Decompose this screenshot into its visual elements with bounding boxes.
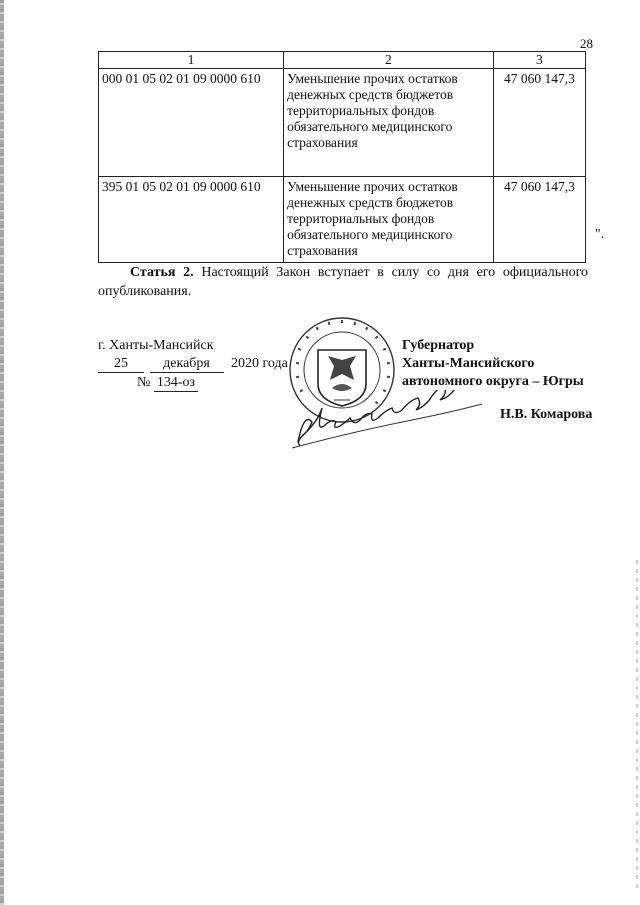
governor-title-line: Губернатор [402, 338, 475, 353]
governor-name: Н.В. Комарова [500, 407, 593, 422]
table-row [99, 177, 586, 263]
governor-title [402, 337, 584, 391]
governor-title-line: автономного округа – Югры [402, 374, 584, 389]
article-2 [98, 263, 588, 301]
law-number-value: 134-оз [154, 375, 198, 392]
handwritten-signature [290, 390, 490, 450]
row-description: Уменьшение прочих остатков денежных средств бюджетов территориальных фондов обязательного медицинского страхования [284, 69, 494, 177]
table-row [99, 69, 586, 177]
table-closing-mark: ". [595, 227, 605, 242]
row-amount: 47 060 147,3 [493, 69, 585, 177]
scan-edge-right [636, 560, 638, 890]
column-header: 3 [493, 52, 585, 69]
row-description: Уменьшение прочих остатков денежных средств бюджетов территориальных фондов обязательного медицинского страхования [284, 177, 494, 263]
article-label: Статья 2. [130, 265, 194, 280]
budget-sources-table [98, 51, 586, 263]
row-amount: 47 060 147,3 [493, 177, 585, 263]
article-text: Настоящий Закон вступает в силу со дня его официального опубликования. [98, 265, 588, 299]
date-month: декабря [150, 356, 224, 373]
date-year: 2020 года [231, 356, 288, 371]
governor-title-line: Ханты-Мансийского [402, 356, 535, 371]
page-number: 28 [580, 36, 593, 51]
law-number [137, 375, 198, 392]
column-header: 2 [284, 52, 494, 69]
place-of-signing: г. Ханты-Мансийск [98, 338, 214, 353]
date-day: 25 [98, 356, 144, 373]
classification-code: 395 01 05 02 01 09 0000 610 [99, 177, 284, 263]
table-header-row [99, 52, 586, 69]
column-header: 1 [99, 52, 284, 69]
classification-code: 000 01 05 02 01 09 0000 610 [99, 69, 284, 177]
scan-edge-left [0, 0, 4, 905]
law-number-prefix: № [137, 375, 151, 390]
signing-date [98, 356, 288, 373]
